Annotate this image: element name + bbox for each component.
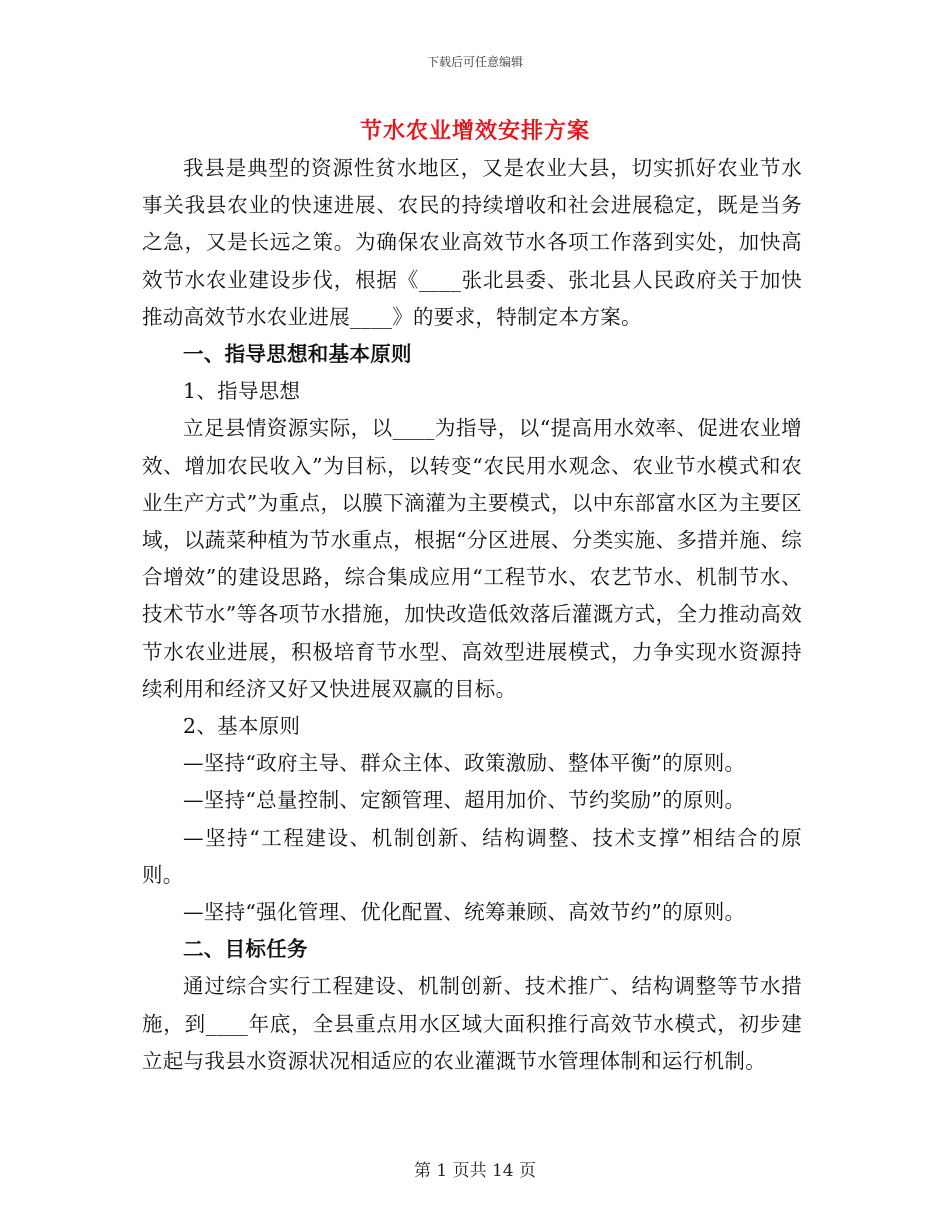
document-body	[142, 150, 802, 1080]
target-task-paragraph: 通过综合实行工程建设、机制创新、技术推广、结构调整等节水措施，到____年底，全县重点用水区域大面积推行高效节水模式，初步建立起与我县水资源状况相适应的农业灌溉节水管理体制和运行机制。	[142, 974, 802, 1073]
section-heading-2: 二、目标任务	[183, 937, 308, 962]
principle-item: —坚持“政府主导、群众主体、政策激励、整体平衡”的原则。	[183, 751, 746, 776]
guiding-ideology-paragraph: 立足县情资源实际，以____为指导，以“提高用水效率、促进农业增效、增加农民收入”为目标，以转变“农民用水观念、农业节水模式和农业生产方式”为重点，以膜下滴灌为主要模式，以中东部富水区为主要区域，以蔬菜种植为节水重点，根据“分区进展、分类实施、多措并施、综合增效”的建设思路，综合集成应用“工程节水、农艺节水、机制节水、技术节水”等各项节水措施，加快改造低效落后灌溉方式，全力推动高效节水农业进展，积极培育节水型、高效型进展模式，力争实现水资源持续利用和经济又好又快进展双赢的目标。	[142, 416, 802, 701]
principle-item: —坚持“强化管理、优化配置、统筹兼顾、高效节约”的原则。	[183, 900, 746, 925]
document-title: 节水农业增效安排方案	[359, 119, 590, 144]
principle-item: —坚持“工程建设、机制创新、结构调整、技术支撑”相结合的原则。	[142, 825, 802, 887]
page-number: 第 1 页共 14 页	[413, 1161, 537, 1181]
subsection-heading-1: 1、指导思想	[183, 379, 301, 404]
subsection-heading-2: 2、基本原则	[183, 714, 301, 739]
principle-item: —坚持“总量控制、定额管理、超用加价、节约奖励”的原则。	[183, 788, 746, 813]
header-note: 下载后可任意编辑	[426, 55, 523, 69]
intro-paragraph: 我县是典型的资源性贫水地区，又是农业大县，切实抓好农业节水事关我县农业的快速进展、农民的持续增收和社会进展稳定，既是当务之急，又是长远之策。为确保农业高效节水各项工作落到实处，加快高效节水农业建设步伐，根据《____张北县委、张北县人民政府关于加快推动高效节水农业进展____》的要求，特制定本方案。	[142, 156, 802, 329]
section-heading-1: 一、指导思想和基本原则	[183, 342, 412, 367]
